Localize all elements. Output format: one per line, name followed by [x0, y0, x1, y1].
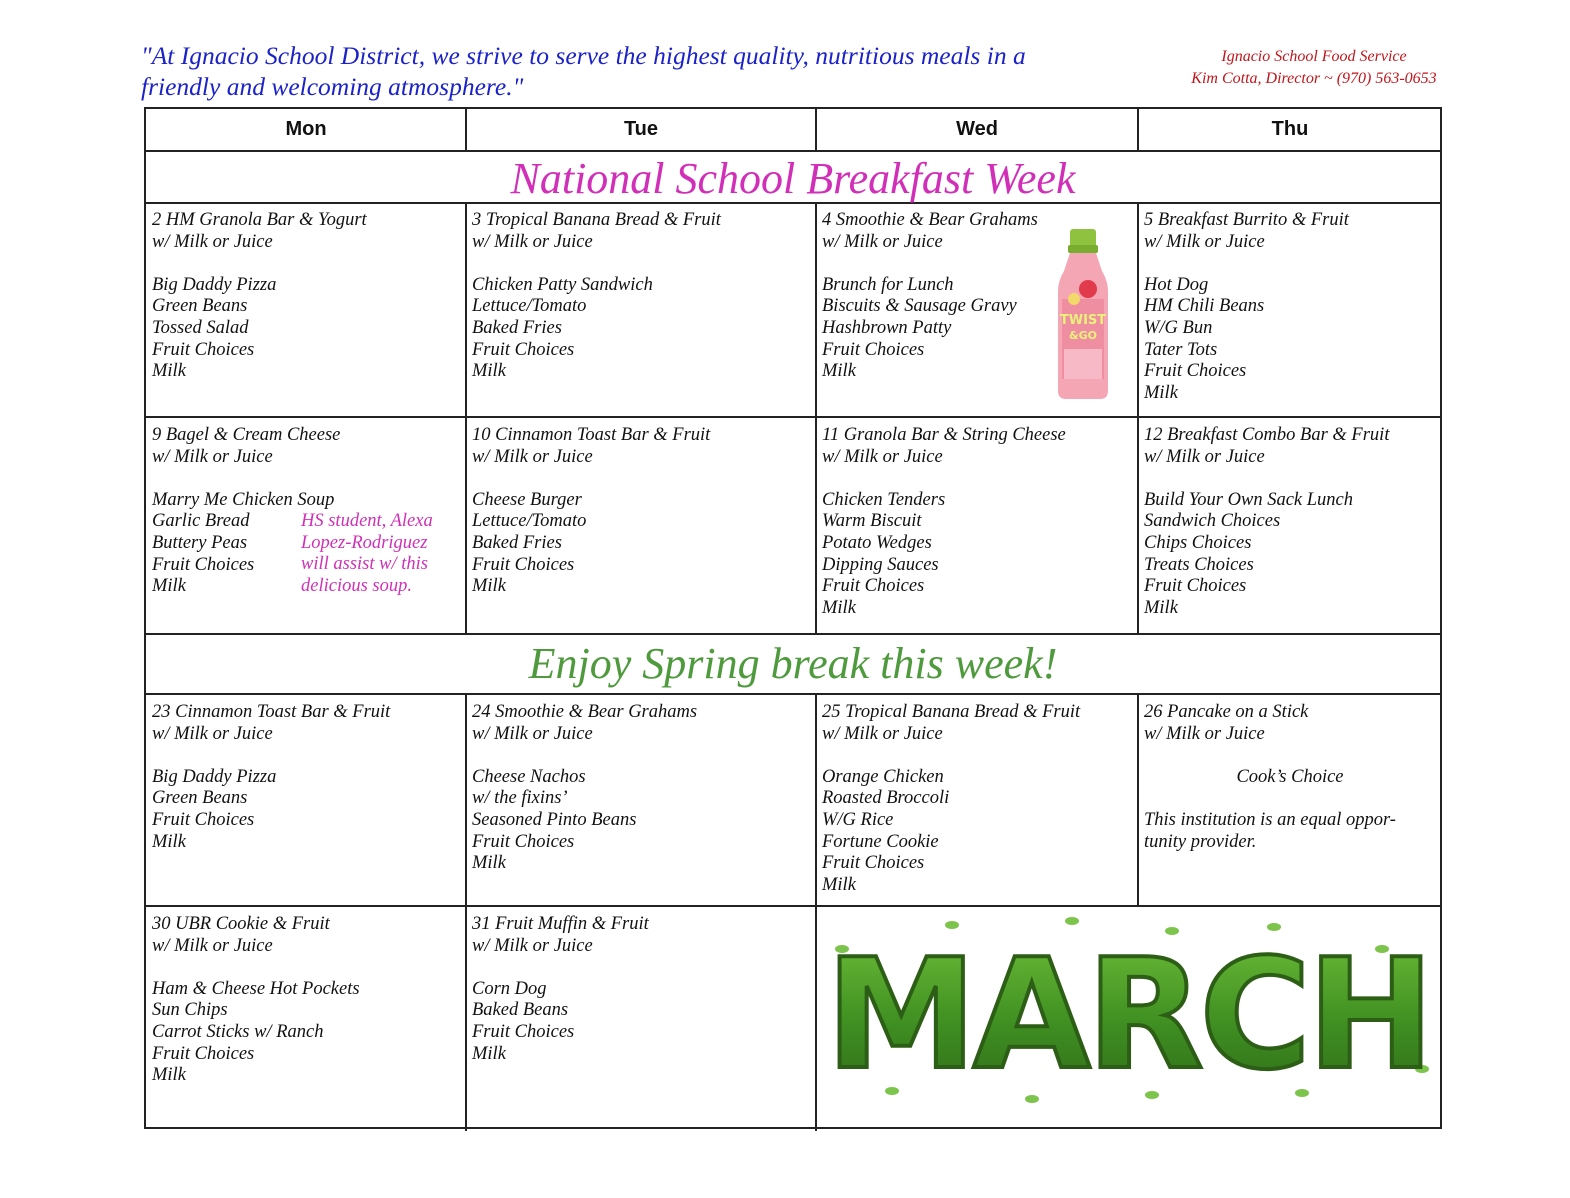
menu-line	[822, 745, 1132, 767]
menu-line: 5 Breakfast Burrito & Fruit	[1144, 210, 1349, 230]
menu-line: Sun Chips	[152, 1000, 228, 1021]
menu-line	[472, 957, 810, 979]
menu-line: Dipping Sauces	[822, 554, 939, 575]
menu-line: 10 Cinnamon Toast Bar & Fruit	[472, 425, 711, 445]
menu-line	[472, 253, 810, 275]
menu-line: w/ Milk or Juice	[1144, 723, 1265, 744]
menu-line: Milk	[152, 576, 186, 597]
menu-line: Warm Biscuit	[822, 511, 922, 532]
menu-line: Fruit Choices	[152, 339, 255, 360]
menu-line: Chicken Patty Sandwich	[472, 274, 653, 295]
note-line: Lopez-Rodriguez	[301, 532, 428, 553]
breakfast-week-banner: National School Breakfast Week	[510, 154, 1076, 203]
menu-line	[152, 253, 460, 275]
menu-line: Milk	[152, 1065, 186, 1086]
org-contact: Kim Cotta, Director ~ (970) 563-0653	[1191, 70, 1437, 87]
mission-quote-line2: friendly and welcoming atmosphere."	[141, 72, 524, 101]
blank-line	[1144, 745, 1436, 767]
menu-line: Milk	[822, 874, 856, 895]
divider	[146, 905, 1440, 907]
menu-line: Fruit Choices	[472, 831, 575, 852]
march-text: MARCH	[825, 926, 1431, 1103]
menu-cell-tue-10	[466, 425, 816, 598]
menu-line: 23 Cinnamon Toast Bar & Fruit	[152, 702, 391, 722]
menu-line: w/ Milk or Juice	[152, 723, 273, 744]
menu-line: w/ Milk or Juice	[152, 935, 273, 956]
day-header-thu: Thu	[1271, 118, 1309, 140]
menu-line: w/ the fixins’	[472, 788, 568, 809]
menu-line: Hot Dog	[1144, 274, 1209, 295]
cooks-choice: Cook’s Choice	[1236, 766, 1344, 787]
menu-line	[472, 468, 810, 490]
menu-line: 25 Tropical Banana Bread & Fruit	[822, 702, 1081, 722]
menu-line: w/ Milk or Juice	[152, 446, 273, 467]
menu-line: Baked Beans	[472, 1000, 569, 1021]
menu-line: w/ Milk or Juice	[472, 723, 593, 744]
menu-cell-thu-12	[1138, 425, 1442, 619]
menu-cell-thu-26	[1138, 702, 1442, 853]
menu-line: Milk	[472, 1043, 506, 1064]
menu-line: Corn Dog	[472, 978, 547, 999]
menu-line: Fruit Choices	[472, 554, 575, 575]
menu-line: Buttery Peas	[152, 532, 248, 553]
menu-line: Biscuits & Sausage Gravy	[822, 296, 1017, 317]
menu-line	[152, 957, 460, 979]
menu-line: Marry Me Chicken Soup	[152, 489, 335, 510]
menu-line: Treats Choices	[1144, 554, 1254, 575]
menu-line: HM Chili Beans	[1144, 296, 1265, 317]
menu-line: 24 Smoothie & Bear Grahams	[472, 702, 698, 722]
menu-line: Tossed Salad	[152, 317, 249, 338]
divider	[146, 416, 1440, 418]
day-header-mon: Mon	[285, 118, 327, 140]
menu-line: 4 Smoothie & Bear Grahams	[822, 210, 1038, 230]
menu-line: Green Beans	[152, 788, 248, 809]
menu-line: Fruit Choices	[152, 1043, 255, 1064]
menu-line: Sandwich Choices	[1144, 511, 1281, 532]
menu-cell-mon-30	[146, 914, 466, 1087]
mission-quote	[141, 40, 1151, 102]
menu-line: 26 Pancake on a Stick	[1144, 702, 1309, 722]
menu-line	[472, 745, 810, 767]
menu-line: Carrot Sticks w/ Ranch	[152, 1021, 324, 1042]
menu-line: 2 HM Granola Bar & Yogurt	[152, 210, 367, 230]
menu-line: Seasoned Pinto Beans	[472, 809, 637, 830]
menu-line: 31 Fruit Muffin & Fruit	[472, 914, 649, 934]
menu-line: Fruit Choices	[822, 576, 925, 597]
menu-line	[822, 468, 1132, 490]
equal-opportunity-line: tunity provider.	[1144, 831, 1257, 852]
menu-line: Milk	[1144, 382, 1178, 403]
march-graphic	[822, 909, 1434, 1109]
menu-line: Chips Choices	[1144, 532, 1252, 553]
menu-cell-mon-2	[146, 210, 466, 383]
menu-line: Fruit Choices	[822, 339, 925, 360]
bottle-label-2: &GO	[1069, 329, 1097, 342]
menu-line: Fruit Choices	[1144, 361, 1247, 382]
menu-line: Fruit Choices	[152, 809, 255, 830]
menu-line: Build Your Own Sack Lunch	[1144, 489, 1353, 510]
menu-line: Milk	[152, 361, 186, 382]
menu-line: Big Daddy Pizza	[152, 274, 277, 295]
menu-line: 30 UBR Cookie & Fruit	[152, 914, 330, 934]
menu-line: Big Daddy Pizza	[152, 766, 277, 787]
menu-line: w/ Milk or Juice	[152, 231, 273, 252]
menu-line: w/ Milk or Juice	[822, 723, 943, 744]
divider	[146, 693, 1440, 695]
menu-line: Potato Wedges	[822, 532, 932, 553]
menu-line	[1144, 253, 1436, 275]
note-line: HS student, Alexa	[301, 511, 433, 531]
menu-line	[1144, 468, 1436, 490]
menu-line: Orange Chicken	[822, 766, 944, 787]
menu-line: Garlic Bread	[152, 511, 250, 532]
menu-cell-wed-11	[816, 425, 1138, 619]
menu-line: Fruit Choices	[472, 339, 575, 360]
menu-line: w/ Milk or Juice	[472, 231, 593, 252]
divider	[146, 150, 1440, 152]
menu-line: Milk	[472, 853, 506, 874]
menu-line: Milk	[472, 576, 506, 597]
menu-line: 9 Bagel & Cream Cheese	[152, 425, 341, 445]
menu-line: w/ Milk or Juice	[822, 231, 943, 252]
menu-line: w/ Milk or Juice	[472, 446, 593, 467]
menu-line: Fruit Choices	[152, 554, 255, 575]
menu-line: Fruit Choices	[472, 1021, 575, 1042]
mission-quote-line1: "At Ignacio School District, we strive to serve the highest quality, nutritious meals in a	[141, 41, 1026, 70]
menu-calendar	[144, 107, 1442, 1129]
menu-line: W/G Rice	[822, 809, 894, 830]
menu-line: 11 Granola Bar & String Cheese	[822, 425, 1066, 445]
menu-line: w/ Milk or Juice	[822, 446, 943, 467]
menu-line: W/G Bun	[1144, 317, 1213, 338]
blank-line	[1144, 788, 1436, 810]
menu-cell-tue-24	[466, 702, 816, 875]
bottle-label: TWIST	[1059, 313, 1107, 328]
menu-line: Milk	[1144, 597, 1178, 618]
menu-cell-tue-3	[466, 210, 816, 383]
student-note	[301, 511, 433, 597]
menu-line: w/ Milk or Juice	[472, 935, 593, 956]
menu-line: Ham & Cheese Hot Pockets	[152, 978, 360, 999]
menu-line	[152, 745, 460, 767]
menu-line: w/ Milk or Juice	[1144, 446, 1265, 467]
org-name: Ignacio School Food Service	[1221, 48, 1407, 65]
note-line: delicious soup.	[301, 575, 412, 596]
day-header-wed: Wed	[956, 118, 998, 140]
menu-line: Green Beans	[152, 296, 248, 317]
menu-line: Chicken Tenders	[822, 489, 946, 510]
menu-line: Baked Fries	[472, 532, 562, 553]
menu-line: Brunch for Lunch	[822, 274, 954, 295]
equal-opportunity-line: This institution is an equal oppor-	[1144, 809, 1396, 830]
menu-line: Tater Tots	[1144, 339, 1218, 360]
org-info	[1160, 46, 1468, 90]
menu-line: Cheese Nachos	[472, 766, 586, 787]
menu-line: Milk	[822, 597, 856, 618]
menu-line: w/ Milk or Juice	[1144, 231, 1265, 252]
menu-line: Lettuce/Tomato	[472, 296, 587, 317]
menu-line: Milk	[152, 831, 186, 852]
day-header-tue: Tue	[623, 118, 659, 140]
menu-line: 3 Tropical Banana Bread & Fruit	[472, 210, 721, 230]
menu-cell-tue-31	[466, 914, 816, 1065]
menu-line: Fortune Cookie	[822, 831, 939, 852]
menu-line: Roasted Broccoli	[822, 788, 950, 809]
note-line: will assist w/ this	[301, 554, 428, 575]
menu-line: Hashbrown Patty	[822, 317, 952, 338]
menu-line: Milk	[822, 361, 856, 382]
menu-line	[152, 468, 460, 490]
menu-line: Cheese Burger	[472, 489, 582, 510]
spring-break-banner: Enjoy Spring break this week!	[528, 639, 1058, 688]
menu-cell-wed-25	[816, 702, 1138, 896]
menu-line: Lettuce/Tomato	[472, 511, 587, 532]
menu-line: Fruit Choices	[822, 853, 925, 874]
menu-line: Baked Fries	[472, 317, 562, 338]
menu-line: 12 Breakfast Combo Bar & Fruit	[1144, 425, 1390, 445]
menu-cell-thu-5	[1138, 210, 1442, 404]
smoothie-bottle-image	[1052, 229, 1114, 401]
menu-cell-mon-23	[146, 702, 466, 853]
menu-line: Milk	[472, 361, 506, 382]
menu-line: Fruit Choices	[1144, 576, 1247, 597]
